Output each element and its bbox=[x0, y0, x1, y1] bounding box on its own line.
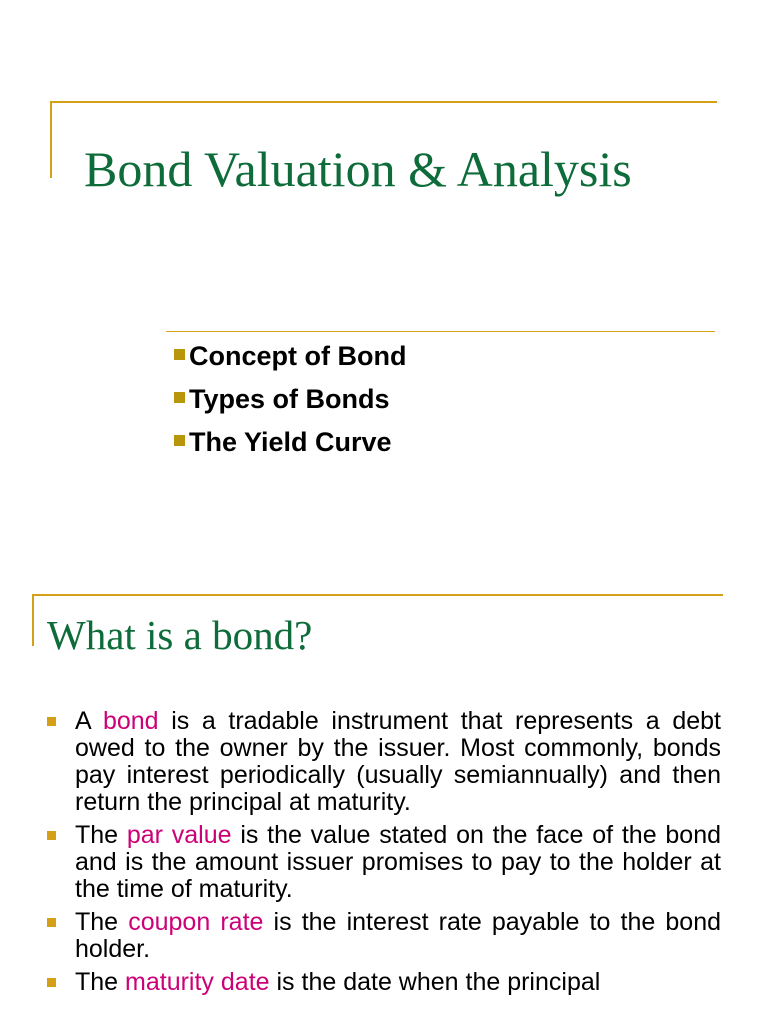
slide-2-left-rule bbox=[32, 594, 34, 646]
square-bullet-icon bbox=[47, 831, 56, 840]
definition-lead: The bbox=[75, 821, 127, 849]
definition-text: is the date when the principal bbox=[269, 968, 601, 996]
square-bullet-icon bbox=[174, 349, 185, 360]
definition-text: is a tradable instrument that represents a debt owed to the owner by the issuer. Most commonly, bonds pay interest periodically (usually semiannually) and then return the principal at maturity. bbox=[75, 707, 721, 816]
definition-item bbox=[47, 822, 721, 903]
slide-1-left-rule bbox=[50, 101, 52, 178]
slide-2 bbox=[0, 560, 768, 1024]
slide-2-top-rule bbox=[32, 594, 723, 596]
square-bullet-icon bbox=[47, 918, 56, 927]
slide-1-title: Bond Valuation & Analysis bbox=[84, 141, 632, 197]
outline-list bbox=[174, 338, 406, 467]
definition-item bbox=[47, 909, 721, 963]
definition-lead: The bbox=[75, 908, 129, 936]
definition-item bbox=[47, 708, 721, 816]
outline-item bbox=[174, 424, 406, 467]
square-bullet-icon bbox=[174, 392, 185, 403]
definition-lead: A bbox=[75, 707, 103, 735]
definition-text: is the interest rate payable to the bond holder. bbox=[75, 908, 721, 963]
slide-1-top-rule bbox=[50, 101, 717, 103]
square-bullet-icon bbox=[47, 978, 56, 987]
definition-text: is the value stated on the face of the bond and is the amount issuer promises to pay to the holder at the time of maturity. bbox=[75, 821, 721, 903]
definition-term: coupon rate bbox=[128, 908, 264, 936]
definition-term: maturity date bbox=[125, 968, 270, 996]
slide-2-title: What is a bond? bbox=[47, 612, 313, 658]
definition-lead: The bbox=[75, 968, 126, 996]
outline-item-text: Concept of Bond bbox=[189, 341, 407, 371]
definition-term: bond bbox=[102, 707, 159, 735]
square-bullet-icon bbox=[47, 717, 56, 726]
definition-list bbox=[47, 708, 721, 1002]
outline-item-text: The Yield Curve bbox=[189, 427, 392, 457]
slide-1-subtitle-rule bbox=[166, 331, 715, 332]
definition-item bbox=[47, 969, 721, 996]
definition-term: par value bbox=[126, 821, 232, 849]
square-bullet-icon bbox=[174, 435, 185, 446]
outline-item-text: Types of Bonds bbox=[189, 384, 390, 414]
outline-item bbox=[174, 381, 406, 424]
outline-item bbox=[174, 338, 406, 381]
